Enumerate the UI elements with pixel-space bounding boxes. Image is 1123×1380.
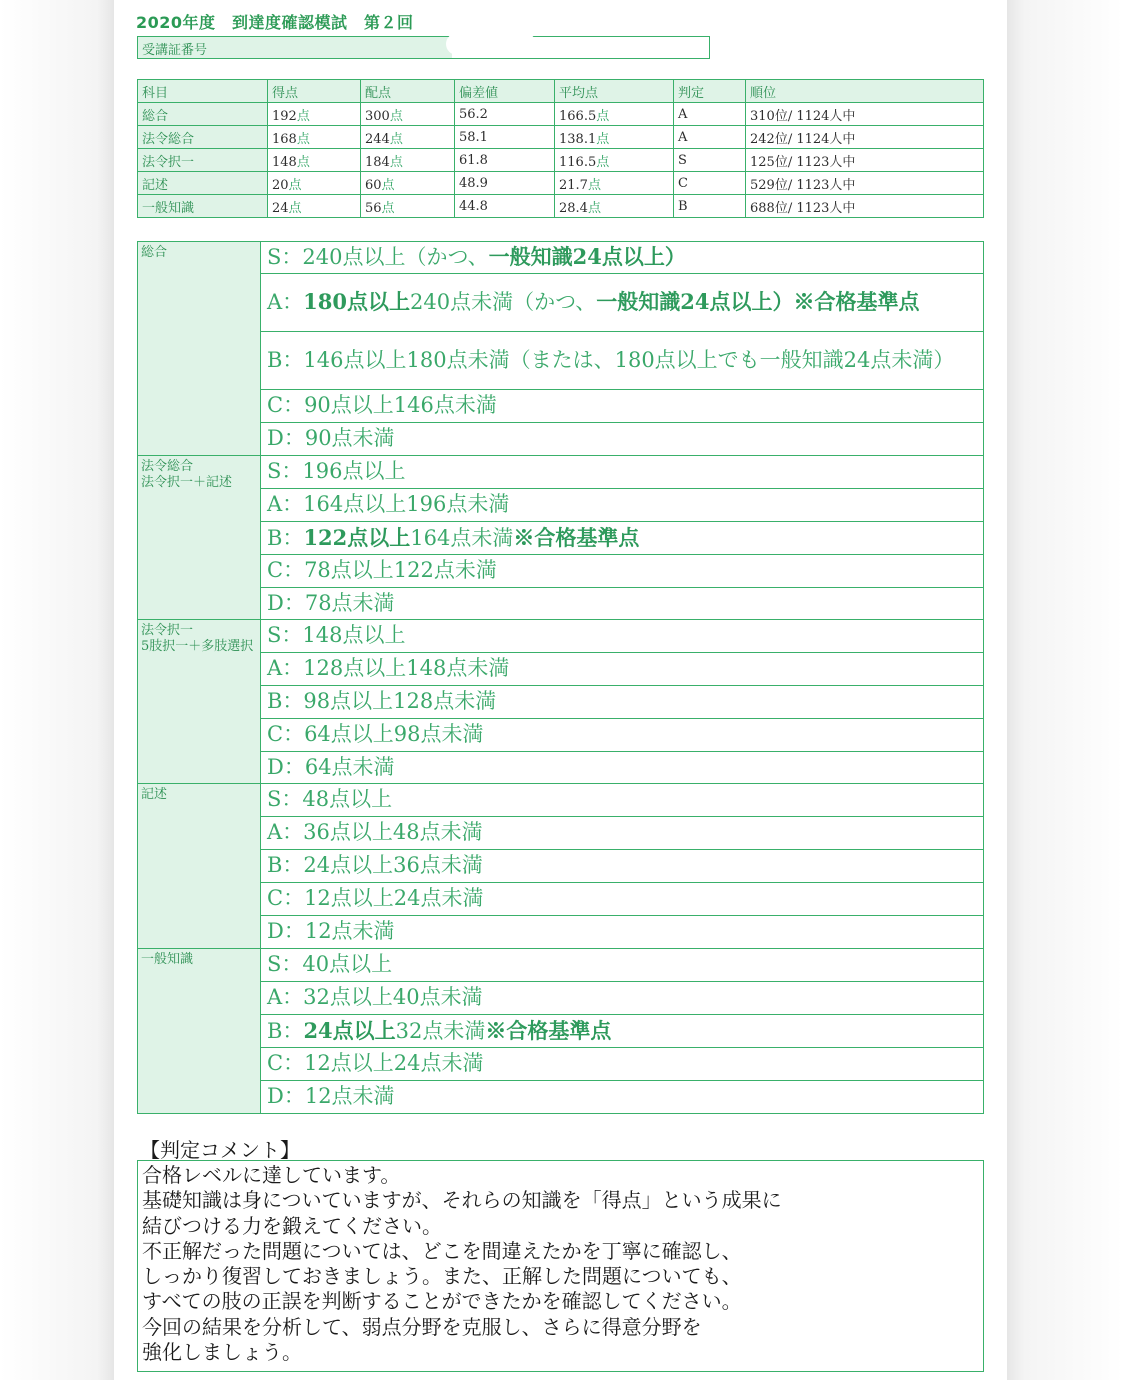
criteria-emphasis: 180点以上	[303, 289, 411, 314]
criteria-grade-text	[261, 982, 984, 1015]
criteria-text: C：90点以上146点未満	[267, 393, 497, 417]
criteria-text: C：64点以上98点未満	[267, 722, 484, 746]
score-row	[138, 172, 984, 195]
criteria-category-label: 総合	[141, 245, 168, 260]
criteria-category-label: 法令択一	[141, 623, 194, 638]
score-unit: 点	[596, 131, 610, 147]
score-cell-subject	[138, 195, 268, 218]
criteria-text: 32点未満	[395, 1018, 486, 1043]
criteria-grade-text	[261, 242, 984, 274]
criteria-text: 240点未満（かつ、	[410, 290, 597, 314]
score-value: 48.9	[459, 175, 488, 191]
page-shadow-left	[0, 0, 114, 1380]
score-unit: 点	[288, 177, 302, 193]
criteria-grade-text	[261, 390, 984, 423]
student-id-label: 受講証番号	[142, 43, 208, 58]
score-value: 148	[272, 154, 297, 170]
score-cell-max	[361, 149, 455, 172]
score-cell-max	[361, 195, 455, 218]
score-cell-grade	[674, 172, 746, 195]
criteria-text: D：90点未満	[267, 426, 395, 450]
comment-line: 結びつける力を鍛えてください。	[142, 1213, 442, 1238]
criteria-emphasis: ※合格基準点	[513, 524, 640, 550]
criteria-row	[138, 1015, 984, 1048]
criteria-grade-text	[261, 653, 984, 686]
criteria-text: C：12点以上24点未満	[267, 886, 484, 910]
criteria-row	[138, 456, 984, 489]
criteria-text: B：	[267, 1018, 304, 1043]
criteria-emphasis: ※合格基準点	[485, 1017, 612, 1043]
score-value: 28.4	[559, 200, 588, 216]
score-value: C	[678, 175, 688, 191]
score-unit: 点	[381, 177, 395, 193]
score-cell-max	[361, 103, 455, 126]
criteria-grade-text	[261, 916, 984, 949]
criteria-text: B：24点以上36点未満	[267, 853, 483, 877]
score-cell-subject	[138, 172, 268, 195]
score-header-cell: 得点	[268, 80, 361, 103]
criteria-grade-text	[261, 883, 984, 916]
score-table-header	[138, 80, 984, 103]
score-cell-avg	[555, 172, 674, 195]
criteria-category-label: 5肢択一＋多肢選択	[141, 639, 254, 654]
criteria-row	[138, 719, 984, 752]
criteria-category	[138, 456, 261, 620]
criteria-text: B：146点以上180点未満（または、180点以上でも一般知識24点未満）	[267, 347, 955, 372]
criteria-row	[138, 423, 984, 456]
score-unit: 点	[389, 131, 403, 147]
comment-line: 合格レベルに達しています。	[142, 1163, 401, 1187]
score-value: 138.1	[559, 131, 597, 147]
score-header-cell: 偏差値	[455, 80, 555, 103]
score-unit: 点	[381, 200, 395, 216]
criteria-text: C：78点以上122点未満	[267, 558, 497, 582]
criteria-text: S：148点以上	[267, 623, 406, 647]
score-value: A	[678, 129, 688, 145]
score-value: 168	[272, 131, 297, 147]
criteria-row	[138, 949, 984, 982]
score-cell-avg	[555, 195, 674, 218]
criteria-row	[138, 850, 984, 883]
comment-line: 基礎知識は身についていますが、それらの知識を「得点」という成果に	[142, 1188, 782, 1213]
criteria-row	[138, 784, 984, 817]
score-value: 244	[365, 131, 390, 147]
criteria-grade-text	[261, 274, 984, 332]
score-value: 688位/ 1123人中	[750, 200, 856, 216]
score-unit: 点	[389, 154, 403, 170]
criteria-category	[138, 242, 261, 456]
criteria-grade-text	[261, 817, 984, 850]
score-value: 125位/ 1123人中	[750, 154, 856, 170]
score-cell-rank	[746, 195, 984, 218]
criteria-text: D：12点未満	[267, 1084, 395, 1108]
criteria-text: D：12点未満	[267, 919, 395, 943]
score-header-cell: 平均点	[555, 80, 674, 103]
score-cell-grade	[674, 149, 746, 172]
criteria-row	[138, 883, 984, 916]
criteria-text: D：78点未満	[267, 590, 395, 615]
score-header-cell: 配点	[361, 80, 455, 103]
criteria-category	[138, 949, 261, 1114]
score-value: 310位/ 1124人中	[750, 108, 856, 124]
score-cell-score	[268, 195, 361, 218]
score-unit: 点	[596, 154, 610, 170]
score-cell-avg	[555, 126, 674, 149]
criteria-emphasis: 一般知識24点以上）	[488, 244, 686, 269]
score-row	[138, 149, 984, 172]
criteria-text: S：196点以上	[267, 459, 406, 483]
score-value: A	[678, 106, 688, 122]
score-cell-rank	[746, 149, 984, 172]
criteria-text: A：36点以上48点未満	[267, 820, 483, 844]
criteria-grade-text	[261, 719, 984, 752]
score-cell-score	[268, 149, 361, 172]
comment-line: しっかり復習しておきましょう。また、正解した問題についても、	[142, 1264, 742, 1289]
score-unit: 点	[296, 131, 310, 147]
score-value: 24	[272, 200, 289, 216]
criteria-category-label: 法令総合	[141, 459, 194, 474]
criteria-text: C：12点以上24点未満	[267, 1051, 484, 1075]
page-shadow-right	[1007, 0, 1123, 1380]
score-cell-subject	[138, 103, 268, 126]
criteria-grade-text	[261, 522, 984, 555]
criteria-text: D：64点未満	[267, 754, 395, 779]
criteria-text: B：	[267, 525, 304, 550]
criteria-row	[138, 588, 984, 620]
score-cell-dev	[455, 172, 555, 195]
criteria-text: A：128点以上148点未満	[267, 656, 510, 680]
score-cell-dev	[455, 126, 555, 149]
score-unit: 点	[596, 108, 610, 124]
criteria-row	[138, 1081, 984, 1114]
score-value: 21.7	[559, 177, 588, 193]
score-header-cell: 順位	[746, 80, 984, 103]
comment-line: 今回の結果を分析して、弱点分野を克服し、さらに得意分野を	[142, 1314, 702, 1339]
criteria-category-label: 法令択一＋記述	[141, 475, 233, 490]
score-cell-dev	[455, 103, 555, 126]
criteria-row	[138, 489, 984, 522]
score-unit: 点	[587, 177, 601, 193]
score-cell-rank	[746, 103, 984, 126]
score-value: 529位/ 1123人中	[750, 177, 856, 193]
criteria-row	[138, 620, 984, 653]
comment-line: すべての肢の正誤を判断することができたかを確認してください。	[142, 1289, 742, 1314]
score-row	[138, 195, 984, 218]
criteria-category-label: 記述	[141, 787, 168, 802]
score-row	[138, 126, 984, 149]
criteria-category-label: 一般知識	[141, 952, 194, 967]
criteria-row	[138, 274, 984, 332]
criteria-row	[138, 686, 984, 719]
comment-box	[137, 1160, 984, 1372]
criteria-grade-text	[261, 850, 984, 883]
criteria-category	[138, 620, 261, 784]
score-value: 法令総合	[142, 131, 195, 147]
criteria-grade-text	[261, 620, 984, 653]
score-value: 20	[272, 177, 289, 193]
criteria-grade-text	[261, 456, 984, 489]
score-value: 56.2	[459, 106, 488, 122]
score-value: 166.5	[559, 108, 597, 124]
criteria-text: A：32点以上40点未満	[267, 985, 483, 1009]
score-cell-grade	[674, 126, 746, 149]
score-header-cell: 科目	[138, 80, 268, 103]
score-value: 56	[365, 200, 382, 216]
criteria-grade-text	[261, 423, 984, 456]
criteria-grade-text	[261, 588, 984, 620]
criteria-grade-text	[261, 752, 984, 784]
criteria-row	[138, 916, 984, 949]
criteria-row	[138, 1048, 984, 1081]
score-cell-subject	[138, 149, 268, 172]
criteria-category	[138, 784, 261, 949]
score-cell-grade	[674, 103, 746, 126]
criteria-grade-text	[261, 1048, 984, 1081]
score-value: 44.8	[459, 198, 488, 214]
criteria-emphasis: 一般知識24点以上）※合格基準点	[596, 289, 920, 314]
criteria-emphasis: 24点以上	[303, 1017, 396, 1043]
criteria-grade-text	[261, 949, 984, 982]
criteria-table	[137, 241, 984, 1114]
criteria-text: S：40点以上	[267, 952, 393, 976]
score-unit: 点	[288, 200, 302, 216]
comment-title: 【判定コメント】	[140, 1138, 300, 1162]
score-cell-avg	[555, 103, 674, 126]
criteria-row	[138, 752, 984, 784]
score-value: 58.1	[459, 129, 488, 145]
criteria-grade-text	[261, 784, 984, 817]
score-cell-dev	[455, 149, 555, 172]
score-value: 300	[365, 108, 390, 124]
criteria-grade-text	[261, 1081, 984, 1114]
page-title: 2020年度 到達度確認模試 第２回	[136, 13, 414, 32]
score-header-cell: 判定	[674, 80, 746, 103]
criteria-grade-text	[261, 489, 984, 522]
criteria-row	[138, 817, 984, 850]
criteria-grade-text	[261, 1015, 984, 1048]
criteria-grade-text	[261, 332, 984, 390]
score-value: 184	[365, 154, 390, 170]
score-value: 60	[365, 177, 382, 193]
score-value: S	[678, 152, 687, 168]
redaction-mask	[446, 33, 536, 55]
score-cell-rank	[746, 172, 984, 195]
score-cell-grade	[674, 195, 746, 218]
score-value: 総合	[142, 108, 169, 124]
criteria-text: A：164点以上196点未満	[267, 492, 510, 516]
criteria-row	[138, 653, 984, 686]
score-value: 記述	[142, 177, 169, 193]
score-value: 法令択一	[142, 154, 195, 170]
score-cell-max	[361, 126, 455, 149]
score-unit: 点	[296, 154, 310, 170]
score-cell-score	[268, 103, 361, 126]
criteria-row	[138, 332, 984, 390]
criteria-grade-text	[261, 555, 984, 588]
score-unit: 点	[296, 108, 310, 124]
criteria-text: A：	[267, 290, 304, 314]
criteria-text: B：98点以上128点未満	[267, 689, 497, 713]
score-value: 192	[272, 108, 297, 124]
criteria-text: S：48点以上	[267, 787, 393, 811]
score-cell-subject	[138, 126, 268, 149]
score-cell-score	[268, 172, 361, 195]
score-value: 242位/ 1124人中	[750, 131, 856, 147]
criteria-grade-text	[261, 686, 984, 719]
criteria-emphasis: 122点以上	[303, 524, 411, 550]
score-row	[138, 103, 984, 126]
score-cell-score	[268, 126, 361, 149]
criteria-text: 164点未満	[410, 525, 514, 550]
score-cell-avg	[555, 149, 674, 172]
score-value: 61.8	[459, 152, 488, 168]
score-cell-rank	[746, 126, 984, 149]
score-unit: 点	[389, 108, 403, 124]
score-cell-max	[361, 172, 455, 195]
criteria-row	[138, 390, 984, 423]
score-value: 一般知識	[142, 200, 195, 216]
score-cell-dev	[455, 195, 555, 218]
criteria-row	[138, 242, 984, 274]
score-value: B	[678, 198, 688, 214]
comment-line: 強化しましょう。	[142, 1340, 302, 1365]
criteria-text: S：240点以上（かつ、	[267, 245, 489, 269]
comment-line: 不正解だった問題については、どこを間違えたかを丁寧に確認し、	[142, 1238, 742, 1263]
score-unit: 点	[587, 200, 601, 216]
criteria-row	[138, 522, 984, 555]
criteria-row	[138, 555, 984, 588]
student-id-field	[137, 36, 710, 59]
score-value: 116.5	[559, 154, 597, 170]
score-table	[137, 79, 984, 218]
criteria-row	[138, 982, 984, 1015]
